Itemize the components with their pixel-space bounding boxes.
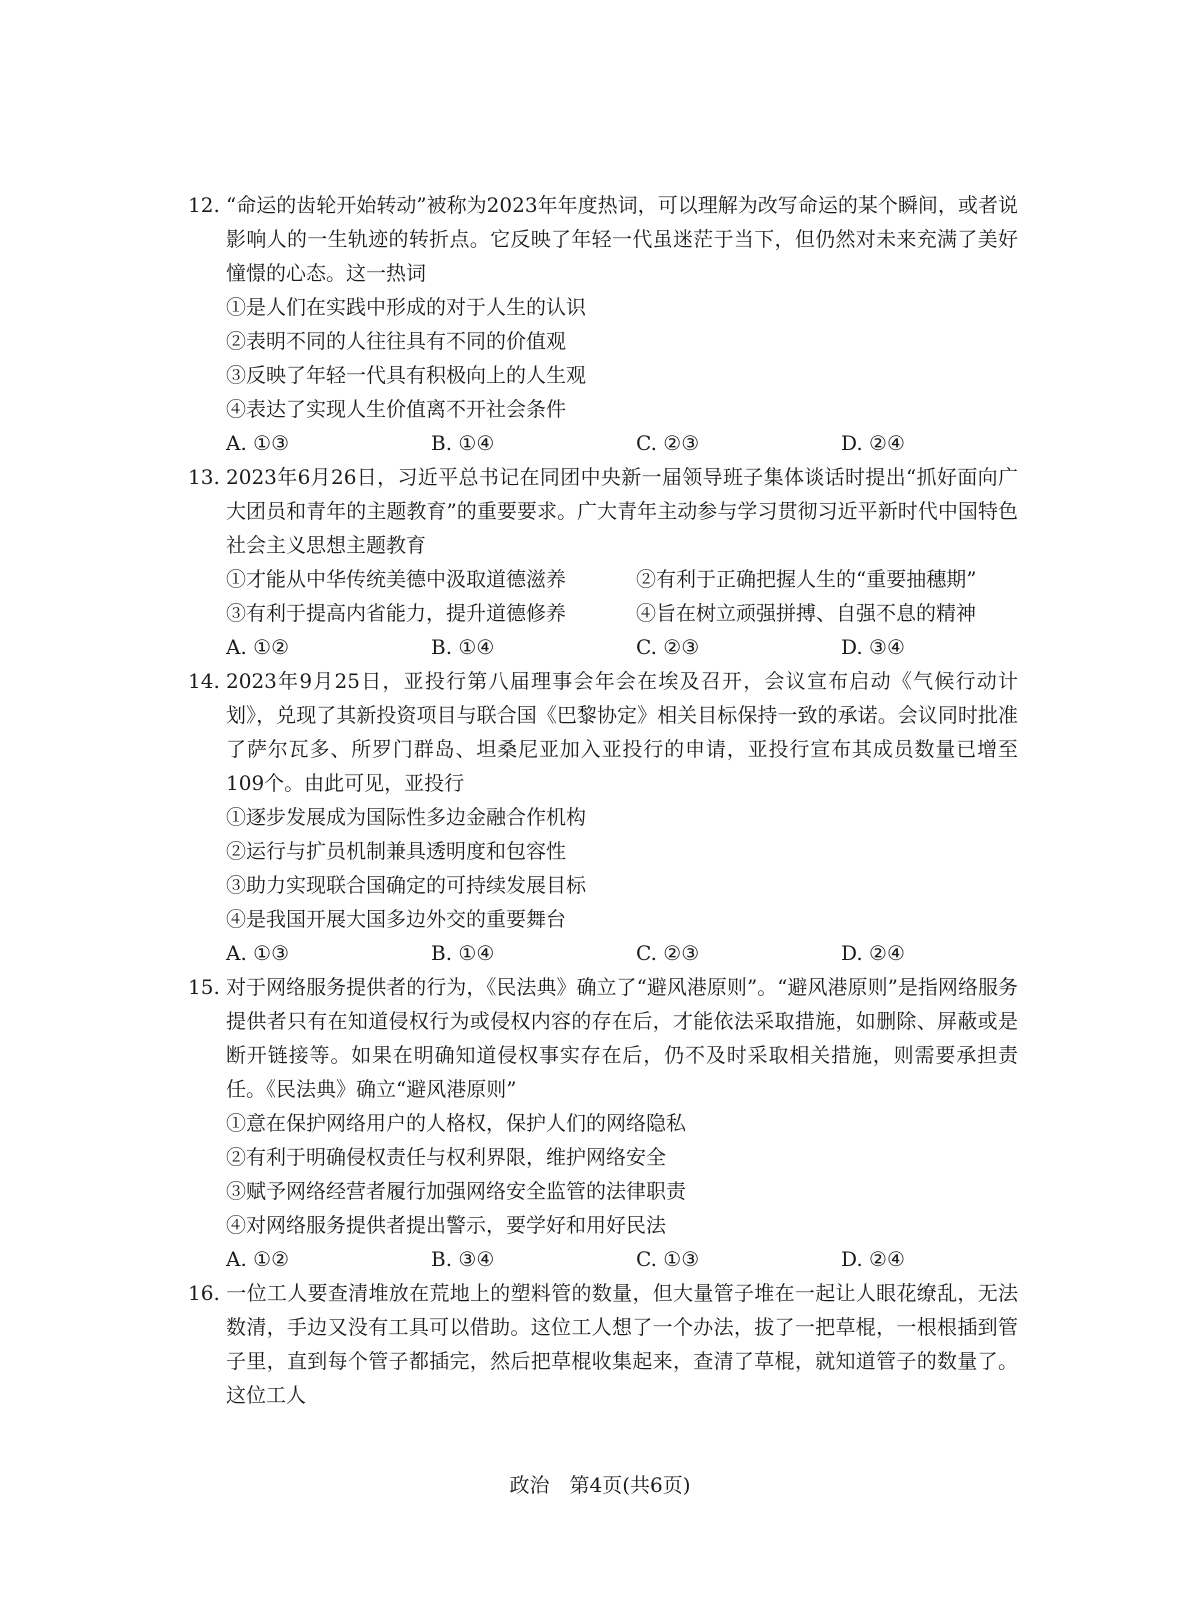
- question-stem: [188, 460, 1018, 562]
- question-number: 12.: [188, 193, 220, 217]
- question-text: “命运的齿轮开始转动”被称为2023年年度热词，可以理解为改写命运的某个瞬间，或者说影响人的一生轨迹的转折点。它反映了年轻一代虽迷茫于当下，但仍然对未来充满了美好憧憬的心态。这一热词: [226, 193, 1018, 285]
- statement-1: ①逐步发展成为国际性多边金融合作机构: [226, 805, 586, 829]
- option-b: B. ①④: [431, 635, 495, 659]
- question-list: [188, 188, 1018, 1412]
- option-c: C. ②③: [636, 431, 700, 455]
- question-14: [188, 664, 1018, 970]
- answer-options: [188, 630, 1018, 664]
- option-a: A. ①②: [226, 635, 290, 659]
- statement-2: ②表明不同的人往往具有不同的价值观: [226, 329, 566, 353]
- question-15: [188, 970, 1018, 1276]
- option-c: C. ②③: [636, 941, 700, 965]
- statement-2: ②运行与扩员机制兼具透明度和包容性: [226, 839, 566, 863]
- statement-list: [188, 1106, 1018, 1242]
- statement-4: ④是我国开展大国多边外交的重要舞台: [226, 907, 566, 931]
- option-a: A. ①③: [226, 431, 290, 455]
- question-13: [188, 460, 1018, 664]
- answer-options: [188, 1242, 1018, 1276]
- option-b: B. ①④: [431, 431, 495, 455]
- question-stem: [188, 664, 1018, 800]
- statement-list: [188, 800, 1018, 936]
- option-c: C. ①③: [636, 1247, 700, 1271]
- question-stem: [188, 1276, 1018, 1412]
- option-b: B. ③④: [431, 1247, 495, 1271]
- statement-4: ④表达了实现人生价值离不开社会条件: [226, 397, 566, 421]
- option-a: A. ①③: [226, 941, 290, 965]
- option-d: D. ②④: [841, 1247, 905, 1271]
- question-16: [188, 1276, 1018, 1412]
- statement-1: ①是人们在实践中形成的对于人生的认识: [226, 295, 586, 319]
- option-d: D. ②④: [841, 941, 905, 965]
- page-footer: 政治 第4页(共6页): [509, 1473, 691, 1497]
- statement-3: ③赋予网络经营者履行加强网络安全监管的法律职责: [226, 1179, 686, 1203]
- statement-3: ③助力实现联合国确定的可持续发展目标: [226, 873, 586, 897]
- statement-list: [188, 290, 1018, 426]
- statement-4: ④旨在树立顽强拼搏、自强不息的精神: [636, 601, 976, 625]
- statement-1: ①意在保护网络用户的人格权，保护人们的网络隐私: [226, 1111, 686, 1135]
- question-stem: [188, 188, 1018, 290]
- question-number: 16.: [188, 1281, 220, 1305]
- answer-options: [188, 426, 1018, 460]
- question-text: 对于网络服务提供者的行为，《民法典》确立了“避风港原则”。“避风港原则”是指网络服务提供者只有在知道侵权行为或侵权内容的存在后，才能依法采取措施，如删除、屏蔽或是断开链接等。如果在明确知道侵权事实存在后，仍不及时采取相关措施，则需要承担责任。《民法典》确立“避风港原则”: [226, 975, 1018, 1101]
- statement-1: ①才能从中华传统美德中汲取道德滋养: [226, 567, 566, 591]
- option-c: C. ②③: [636, 635, 700, 659]
- statement-4: ④对网络服务提供者提出警示，要学好和用好民法: [226, 1213, 666, 1237]
- question-text: 一位工人要查清堆放在荒地上的塑料管的数量，但大量管子堆在一起让人眼花缭乱，无法数清，手边又没有工具可以借助。这位工人想了一个办法，拔了一把草棍，一根根插到管子里，直到每个管子都插完，然后把草棍收集起来，查清了草棍，就知道管子的数量了。这位工人: [226, 1281, 1018, 1407]
- statement-list: [188, 562, 1018, 630]
- option-d: D. ③④: [841, 635, 905, 659]
- question-12: [188, 188, 1018, 460]
- question-number: 15.: [188, 975, 220, 999]
- option-a: A. ①②: [226, 1247, 290, 1271]
- question-number: 14.: [188, 669, 220, 693]
- answer-options: [188, 936, 1018, 970]
- question-text: 2023年9月25日，亚投行第八届理事会年会在埃及召开，会议宣布启动《气候行动计划》，兑现了其新投资项目与联合国《巴黎协定》相关目标保持一致的承诺。会议同时批准了萨尔瓦多、所罗门群岛、坦桑尼亚加入亚投行的申请，亚投行宣布其成员数量已增至109个。由此可见，亚投行: [226, 669, 1018, 795]
- option-b: B. ①④: [431, 941, 495, 965]
- statement-3: ③反映了年轻一代具有积极向上的人生观: [226, 363, 586, 387]
- statement-2: ②有利于明确侵权责任与权利界限，维护网络安全: [226, 1145, 666, 1169]
- question-number: 13.: [188, 465, 220, 489]
- option-d: D. ②④: [841, 431, 905, 455]
- statement-3: ③有利于提高内省能力，提升道德修养: [226, 601, 566, 625]
- question-text: 2023年6月26日，习近平总书记在同团中央新一届领导班子集体谈话时提出“抓好面向广大团员和青年的主题教育”的重要要求。广大青年主动参与学习贯彻习近平新时代中国特色社会主义思想主题教育: [226, 465, 1018, 557]
- statement-2: ②有利于正确把握人生的“重要抽穗期”: [636, 567, 977, 591]
- question-stem: [188, 970, 1018, 1106]
